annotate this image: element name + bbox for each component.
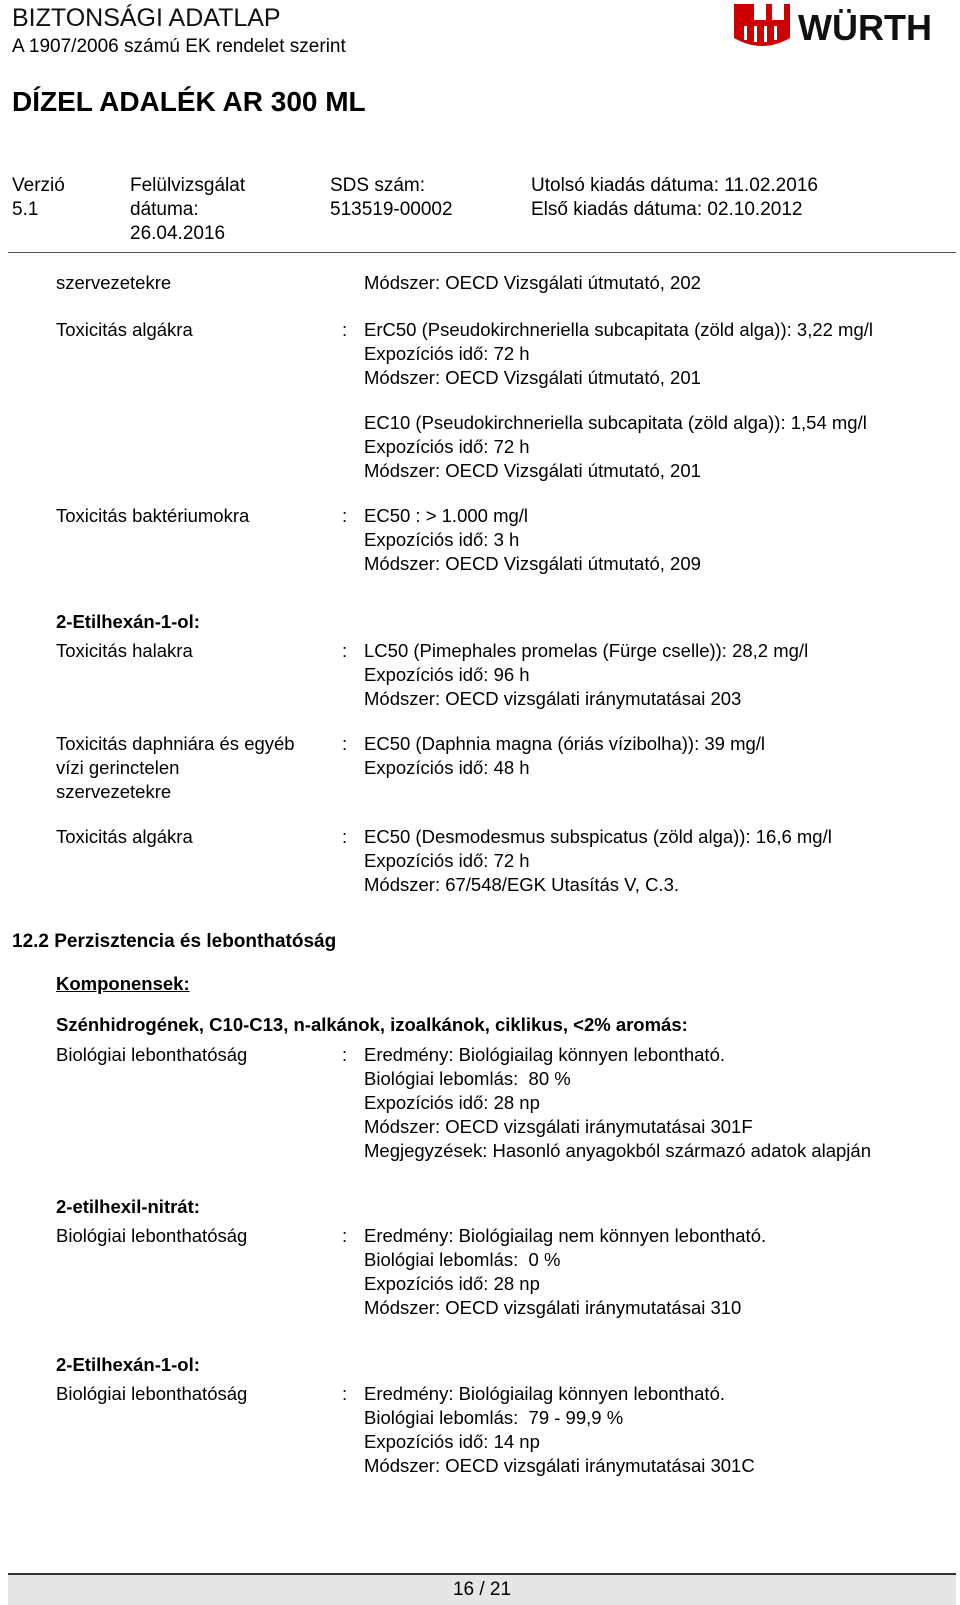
- revision-block: [130, 174, 245, 246]
- components-heading: Komponensek:: [56, 973, 190, 994]
- biodeg-value-line: Eredmény: Biológiailag nem könnyen lebontható.: [364, 1225, 767, 1246]
- tox-value-line: Expozíciós idő: 3 h: [364, 529, 520, 550]
- biodeg-value: [364, 1382, 755, 1478]
- tox-label: Toxicitás algákra: [56, 826, 193, 847]
- tox-value-line: Módszer: OECD Vizsgálati útmutató, 201: [364, 460, 701, 481]
- version-value: 5.1: [12, 199, 39, 220]
- tox-value: [364, 318, 873, 390]
- revision-value: 26.04.2016: [130, 223, 226, 244]
- tox-label-line: Toxicitás daphniára és egyéb: [56, 733, 295, 754]
- document-title: BIZTONSÁGI ADATLAP: [12, 4, 281, 32]
- colon: :: [342, 826, 348, 847]
- tox-value-line: Expozíciós idő: 72 h: [364, 850, 530, 871]
- first-issue-date: Első kiadás dátuma: 02.10.2012: [531, 199, 803, 220]
- tox-value-line: Módszer: OECD vizsgálati iránymutatásai 203: [364, 688, 742, 709]
- tox-value: [364, 639, 808, 711]
- tox-label-line: szervezetekre: [56, 781, 172, 802]
- tox-value-line: Módszer: OECD Vizsgálati útmutató, 201: [364, 367, 701, 388]
- colon: :: [342, 1044, 348, 1065]
- biodeg-label: Biológiai lebonthatóság: [56, 1225, 248, 1246]
- substance-heading: Szénhidrogének, C10-C13, n-alkánok, izoalkánok, ciklikus, <2% aromás:: [56, 1014, 688, 1035]
- tox-value: [364, 732, 765, 780]
- biodeg-value-line: Expozíciós idő: 14 np: [364, 1431, 540, 1452]
- tox-value: [364, 504, 701, 576]
- colon: :: [342, 733, 348, 754]
- revision-label: Felülvizsgálat: [130, 175, 246, 196]
- biodeg-value-line: Expozíciós idő: 28 np: [364, 1092, 540, 1113]
- biodeg-value-line: Biológiai lebomlás: 79 - 99,9 %: [364, 1407, 624, 1428]
- tox-label: szervezetekre: [56, 272, 172, 293]
- version-label: Verzió: [12, 175, 65, 196]
- section-title: 12.2 Perzisztencia és lebonthatóság: [12, 931, 337, 952]
- tox-value-line: EC10 (Pseudokirchneriella subcapitata (zöld alga)): 1,54 mg/l: [364, 412, 867, 433]
- substance-heading: 2-etilhexil-nitrát:: [56, 1196, 200, 1217]
- tox-value-line: Expozíciós idő: 96 h: [364, 664, 530, 685]
- biodeg-value-line: Eredmény: Biológiailag könnyen lebontható.: [364, 1044, 725, 1065]
- regulation-line: A 1907/2006 számú EK rendelet szerint: [12, 36, 346, 57]
- colon: :: [342, 319, 348, 340]
- colon: :: [342, 640, 348, 661]
- tox-label: Toxicitás halakra: [56, 640, 193, 661]
- svg-text:WÜRTH: WÜRTH: [798, 7, 932, 48]
- sds-block: [330, 174, 453, 222]
- tox-value: [364, 411, 867, 483]
- tox-value-line: LC50 (Pimephales promelas (Fürge cselle)): 28,2 mg/l: [364, 640, 809, 661]
- tox-value-line: EC50 (Desmodesmus subspicatus (zöld alga)): 16,6 mg/l: [364, 826, 832, 847]
- tox-value-line: Expozíciós idő: 72 h: [364, 436, 530, 457]
- version-block: [12, 174, 65, 222]
- colon: :: [342, 1383, 348, 1404]
- product-name: DÍZEL ADALÉK AR 300 ML: [12, 86, 366, 117]
- tox-value-line: EC50 : > 1.000 mg/l: [364, 505, 529, 526]
- header-divider: [8, 252, 956, 253]
- biodeg-value-line: Eredmény: Biológiailag könnyen lebontható.: [364, 1383, 725, 1404]
- biodeg-value-line: Megjegyzések: Hasonló anyagokból származó adatok alapján: [364, 1140, 871, 1161]
- biodeg-value-line: Biológiai lebomlás: 0 %: [364, 1249, 561, 1270]
- tox-value-line: Expozíciós idő: 72 h: [364, 343, 530, 364]
- biodeg-value-line: Módszer: OECD vizsgálati iránymutatásai 301C: [364, 1455, 755, 1476]
- biodeg-label: Biológiai lebonthatóság: [56, 1383, 248, 1404]
- biodeg-value-line: Módszer: OECD vizsgálati iránymutatásai 310: [364, 1297, 742, 1318]
- biodeg-value: [364, 1043, 871, 1163]
- biodeg-value-line: Expozíciós idő: 28 np: [364, 1273, 540, 1294]
- wurth-logo: [732, 2, 954, 54]
- sds-label: SDS szám:: [330, 175, 426, 196]
- tox-value: [364, 825, 832, 897]
- tox-value-line: Expozíciós idő: 48 h: [364, 757, 530, 778]
- footer-bar: [8, 1575, 956, 1605]
- tox-value-line: EC50 (Daphnia magna (óriás vízibolha)): 39 mg/l: [364, 733, 766, 754]
- last-issue-date: Utolsó kiadás dátuma: 11.02.2016: [531, 175, 818, 196]
- tox-label: [56, 732, 336, 804]
- biodeg-value-line: Biológiai lebomlás: 80 %: [364, 1068, 571, 1089]
- tox-label-line: vízi gerinctelen: [56, 757, 180, 778]
- colon: :: [342, 505, 348, 526]
- biodeg-label: Biológiai lebonthatóság: [56, 1044, 248, 1065]
- biodeg-value: [364, 1224, 766, 1320]
- page-number: 16 / 21: [452, 1579, 512, 1600]
- tox-label: Toxicitás baktériumokra: [56, 505, 250, 526]
- tox-value-line: Módszer: OECD Vizsgálati útmutató, 209: [364, 553, 701, 574]
- colon: :: [342, 1225, 348, 1246]
- tox-value-line: Módszer: OECD Vizsgálati útmutató, 202: [364, 272, 701, 293]
- issue-dates-block: [531, 174, 818, 222]
- tox-value-line: ErC50 (Pseudokirchneriella subcapitata (zöld alga)): 3,22 mg/l: [364, 319, 874, 340]
- tox-value-line: Módszer: 67/548/EGK Utasítás V, C.3.: [364, 874, 679, 895]
- sds-value: 513519-00002: [330, 199, 453, 220]
- substance-heading: 2-Etilhexán-1-ol:: [56, 611, 200, 632]
- biodeg-value-line: Módszer: OECD vizsgálati iránymutatásai 301F: [364, 1116, 753, 1137]
- revision-label-2: dátuma:: [130, 199, 199, 220]
- substance-heading: 2-Etilhexán-1-ol:: [56, 1354, 200, 1375]
- wurth-logo-mark: [732, 2, 954, 54]
- tox-value: [364, 271, 701, 295]
- tox-label: Toxicitás algákra: [56, 319, 193, 340]
